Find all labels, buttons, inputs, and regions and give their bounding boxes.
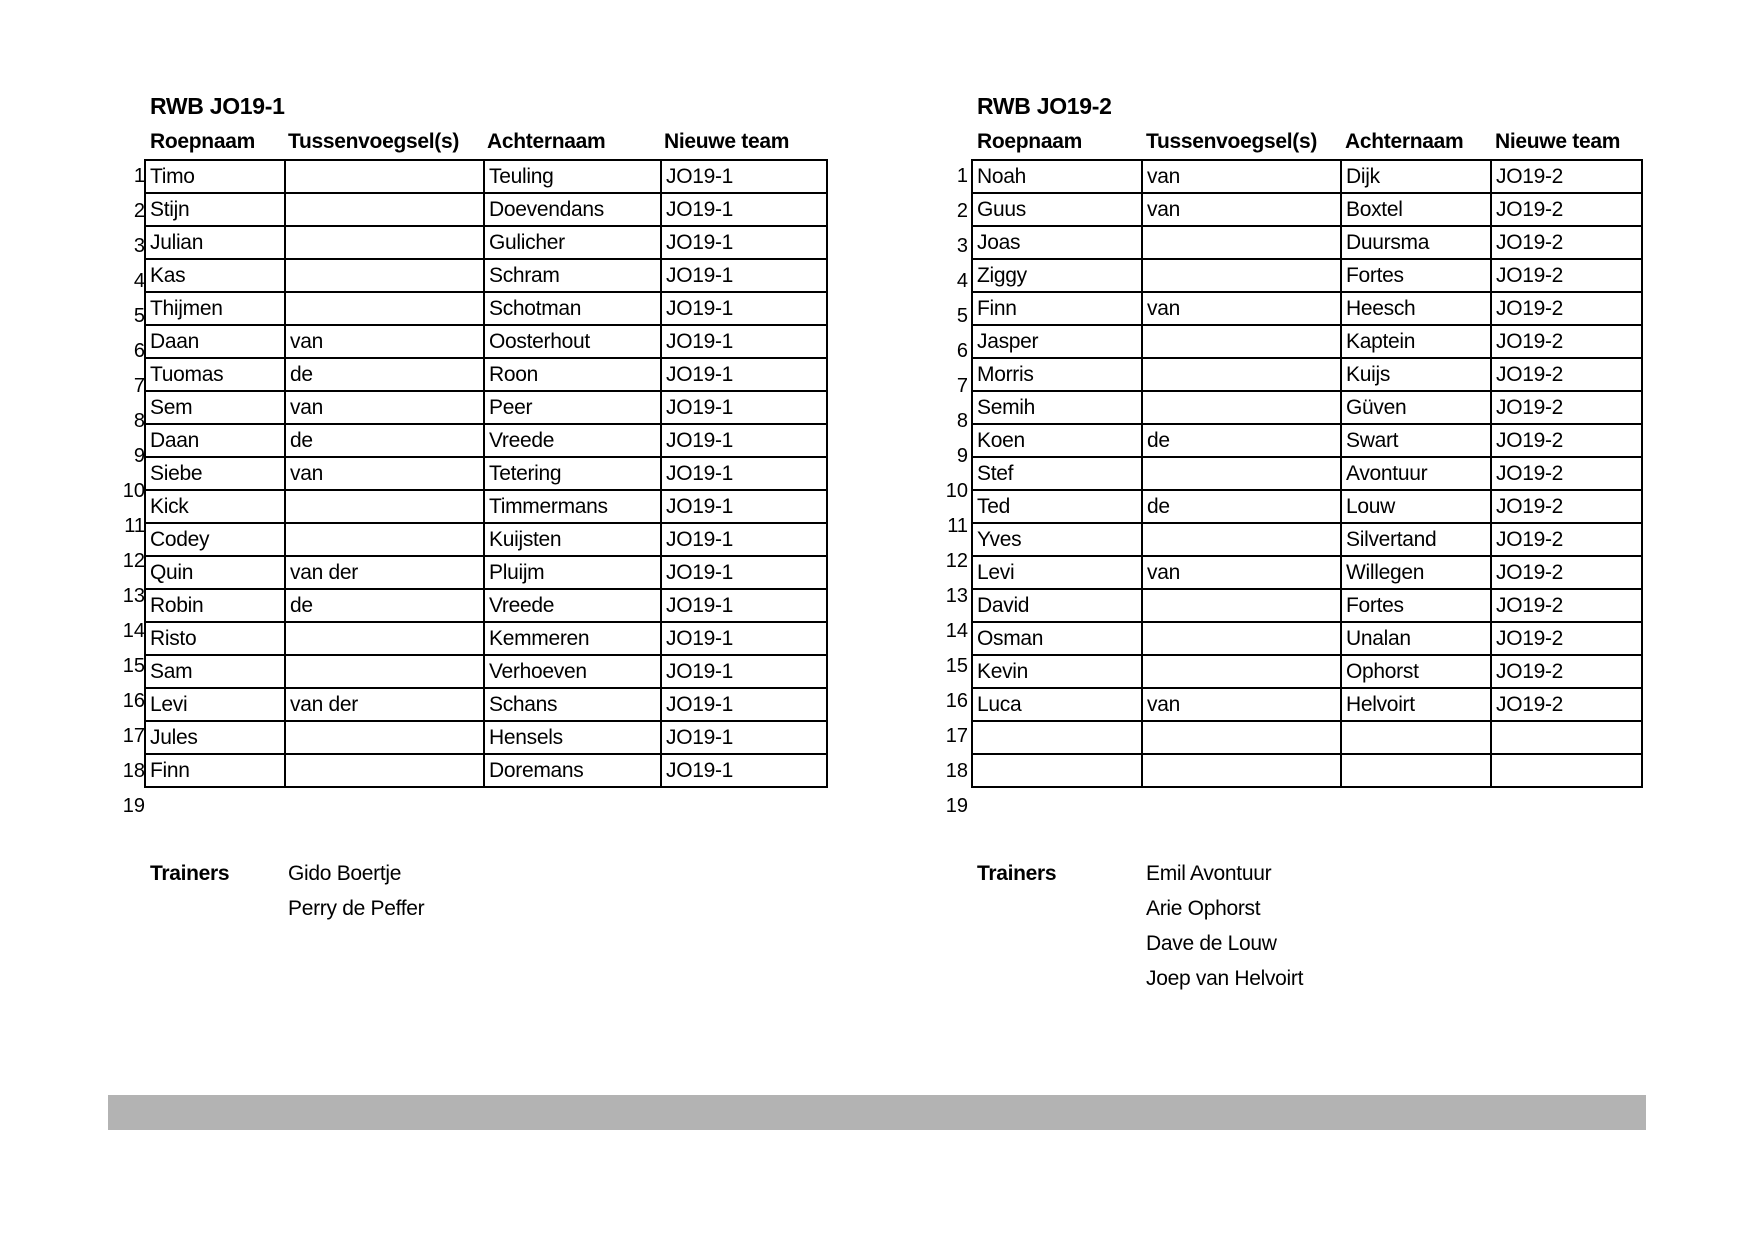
row-number: 5 [133, 305, 145, 327]
cell-tussenvoegsel [1142, 457, 1341, 490]
cell-achternaam: Dijk [1341, 160, 1491, 193]
cell-nieuwe-team: JO19-1 [661, 193, 827, 226]
cell-tussenvoegsel: van [1142, 688, 1341, 721]
cell-achternaam: Kuijsten [484, 523, 661, 556]
cell-nieuwe-team: JO19-1 [661, 556, 827, 589]
row-number: 11 [124, 515, 145, 537]
table-row [145, 325, 827, 358]
cell-roepnaam: Kas [145, 259, 285, 292]
cell-tussenvoegsel [1142, 754, 1341, 787]
cell-nieuwe-team: JO19-2 [1491, 424, 1642, 457]
trainer-list [288, 862, 424, 932]
table-row [972, 622, 1642, 655]
cell-roepnaam: Robin [145, 589, 285, 622]
cell-roepnaam: Stef [972, 457, 1142, 490]
cell-achternaam [1341, 754, 1491, 787]
cell-tussenvoegsel [1142, 226, 1341, 259]
cell-nieuwe-team: JO19-1 [661, 226, 827, 259]
cell-roepnaam: Sem [145, 391, 285, 424]
table-row [145, 655, 827, 688]
row-number: 15 [122, 655, 145, 677]
cell-achternaam: Hensels [484, 721, 661, 754]
cell-nieuwe-team: JO19-2 [1491, 688, 1642, 721]
row-number: 1 [133, 165, 145, 187]
cell-tussenvoegsel [285, 193, 484, 226]
cell-achternaam: Fortes [1341, 589, 1491, 622]
table-row [145, 622, 827, 655]
cell-nieuwe-team: JO19-1 [661, 688, 827, 721]
cell-nieuwe-team: JO19-2 [1491, 655, 1642, 688]
cell-roepnaam: Risto [145, 622, 285, 655]
table-row [145, 556, 827, 589]
table-row [972, 655, 1642, 688]
cell-tussenvoegsel [285, 490, 484, 523]
cell-nieuwe-team: JO19-2 [1491, 556, 1642, 589]
cell-roepnaam: Daan [145, 325, 285, 358]
cell-achternaam: Schram [484, 259, 661, 292]
cell-tussenvoegsel: van [1142, 193, 1341, 226]
header-nieuwe-team: Nieuwe team [664, 130, 790, 153]
cell-tussenvoegsel [285, 292, 484, 325]
cell-roepnaam: Finn [972, 292, 1142, 325]
cell-roepnaam [972, 754, 1142, 787]
trainers-label: Trainers [150, 862, 230, 885]
cell-tussenvoegsel: van [285, 391, 484, 424]
table-row [145, 490, 827, 523]
cell-tussenvoegsel: de [285, 424, 484, 457]
row-number: 10 [122, 480, 145, 502]
cell-tussenvoegsel: de [1142, 490, 1341, 523]
cell-tussenvoegsel [1142, 259, 1341, 292]
table-row [972, 325, 1642, 358]
cell-tussenvoegsel [285, 523, 484, 556]
cell-nieuwe-team: JO19-1 [661, 424, 827, 457]
trainer-name: Perry de Peffer [288, 897, 425, 920]
cell-tussenvoegsel [285, 754, 484, 787]
cell-tussenvoegsel [285, 622, 484, 655]
team-title: RWB JO19-2 [977, 93, 1112, 119]
table-row [145, 259, 827, 292]
cell-achternaam: Vreede [484, 424, 661, 457]
row-number: 6 [956, 340, 968, 362]
row-number: 18 [122, 760, 145, 782]
cell-roepnaam: Julian [145, 226, 285, 259]
cell-roepnaam: Morris [972, 358, 1142, 391]
cell-achternaam: Tetering [484, 457, 661, 490]
cell-achternaam: Silvertand [1341, 523, 1491, 556]
cell-nieuwe-team: JO19-1 [661, 655, 827, 688]
table-row [145, 457, 827, 490]
cell-tussenvoegsel [1142, 325, 1341, 358]
cell-nieuwe-team: JO19-1 [661, 292, 827, 325]
table-row [972, 292, 1642, 325]
cell-tussenvoegsel: van [285, 325, 484, 358]
cell-achternaam: Vreede [484, 589, 661, 622]
row-number: 19 [945, 795, 968, 817]
cell-roepnaam: Quin [145, 556, 285, 589]
cell-nieuwe-team: JO19-1 [661, 457, 827, 490]
cell-roepnaam: Daan [145, 424, 285, 457]
cell-nieuwe-team: JO19-2 [1491, 193, 1642, 226]
row-number: 10 [945, 480, 968, 502]
cell-achternaam: Doremans [484, 754, 661, 787]
trainer-name: Gido Boertje [288, 862, 402, 885]
cell-roepnaam: David [972, 589, 1142, 622]
cell-achternaam: Roon [484, 358, 661, 391]
cell-roepnaam: Kick [145, 490, 285, 523]
cell-tussenvoegsel: van [1142, 292, 1341, 325]
cell-tussenvoegsel [1142, 523, 1341, 556]
cell-achternaam: Kuijs [1341, 358, 1491, 391]
table-row [972, 688, 1642, 721]
row-number: 13 [122, 585, 145, 607]
table-row [972, 721, 1642, 754]
cell-achternaam: Unalan [1341, 622, 1491, 655]
cell-roepnaam: Timo [145, 160, 285, 193]
row-number: 11 [947, 515, 968, 537]
cell-nieuwe-team [1491, 754, 1642, 787]
cell-roepnaam: Siebe [145, 457, 285, 490]
cell-achternaam: Schotman [484, 292, 661, 325]
row-number: 7 [956, 375, 968, 397]
cell-roepnaam: Semih [972, 391, 1142, 424]
cell-roepnaam: Luca [972, 688, 1142, 721]
cell-roepnaam: Osman [972, 622, 1142, 655]
cell-tussenvoegsel: de [285, 358, 484, 391]
cell-achternaam: Swart [1341, 424, 1491, 457]
cell-tussenvoegsel [1142, 589, 1341, 622]
cell-roepnaam: Kevin [972, 655, 1142, 688]
header-achternaam: Achternaam [1345, 130, 1464, 153]
trainer-name: Arie Ophorst [1146, 897, 1261, 920]
cell-roepnaam: Levi [972, 556, 1142, 589]
table-row [972, 754, 1642, 787]
cell-achternaam: Louw [1341, 490, 1491, 523]
cell-roepnaam: Joas [972, 226, 1142, 259]
cell-nieuwe-team: JO19-2 [1491, 391, 1642, 424]
header-roepnaam: Roepnaam [977, 130, 1082, 153]
cell-nieuwe-team: JO19-1 [661, 523, 827, 556]
row-number: 14 [122, 620, 145, 642]
trainer-name: Joep van Helvoirt [1146, 967, 1304, 990]
cell-tussenvoegsel: van der [285, 688, 484, 721]
trainers-label: Trainers [977, 862, 1057, 885]
table-row [145, 226, 827, 259]
cell-tussenvoegsel [1142, 358, 1341, 391]
table-row [972, 259, 1642, 292]
cell-nieuwe-team: JO19-1 [661, 160, 827, 193]
table-row [972, 490, 1642, 523]
cell-tussenvoegsel [285, 160, 484, 193]
row-number: 3 [133, 235, 145, 257]
cell-roepnaam: Stijn [145, 193, 285, 226]
cell-nieuwe-team: JO19-2 [1491, 589, 1642, 622]
row-number: 15 [945, 655, 968, 677]
table-row [145, 721, 827, 754]
row-number: 3 [956, 235, 968, 257]
cell-tussenvoegsel: van [285, 457, 484, 490]
cell-achternaam: Heesch [1341, 292, 1491, 325]
cell-achternaam: Avontuur [1341, 457, 1491, 490]
cell-nieuwe-team: JO19-2 [1491, 160, 1642, 193]
cell-tussenvoegsel: de [285, 589, 484, 622]
cell-nieuwe-team: JO19-2 [1491, 292, 1642, 325]
row-number: 2 [133, 200, 145, 222]
cell-roepnaam: Guus [972, 193, 1142, 226]
cell-roepnaam: Noah [972, 160, 1142, 193]
cell-roepnaam: Sam [145, 655, 285, 688]
cell-nieuwe-team: JO19-1 [661, 622, 827, 655]
cell-roepnaam: Codey [145, 523, 285, 556]
cell-nieuwe-team: JO19-2 [1491, 259, 1642, 292]
cell-roepnaam: Jasper [972, 325, 1142, 358]
cell-nieuwe-team: JO19-2 [1491, 226, 1642, 259]
cell-nieuwe-team: JO19-2 [1491, 358, 1642, 391]
cell-achternaam: Kemmeren [484, 622, 661, 655]
cell-achternaam: Boxtel [1341, 193, 1491, 226]
cell-nieuwe-team: JO19-1 [661, 391, 827, 424]
cell-achternaam: Schans [484, 688, 661, 721]
table-row [145, 688, 827, 721]
cell-tussenvoegsel: van [1142, 556, 1341, 589]
team-title: RWB JO19-1 [150, 93, 285, 119]
table-row [972, 556, 1642, 589]
row-number: 18 [945, 760, 968, 782]
cell-achternaam: Güven [1341, 391, 1491, 424]
table-row [972, 226, 1642, 259]
row-number: 16 [122, 690, 145, 712]
table-row [972, 523, 1642, 556]
cell-roepnaam: Levi [145, 688, 285, 721]
row-number: 7 [133, 375, 145, 397]
table-row [145, 523, 827, 556]
row-number: 2 [956, 200, 968, 222]
cell-roepnaam: Thijmen [145, 292, 285, 325]
row-number: 4 [956, 270, 968, 292]
table-row [145, 193, 827, 226]
header-tussenvoegsel: Tussenvoegsel(s) [1146, 130, 1318, 153]
cell-nieuwe-team: JO19-1 [661, 589, 827, 622]
trainer-list [1146, 862, 1303, 1002]
row-number: 6 [133, 340, 145, 362]
cell-roepnaam: Ted [972, 490, 1142, 523]
row-number: 9 [956, 445, 968, 467]
cell-tussenvoegsel [1142, 655, 1341, 688]
cell-tussenvoegsel: van der [285, 556, 484, 589]
row-number: 8 [956, 410, 968, 432]
cell-tussenvoegsel [1142, 622, 1341, 655]
cell-achternaam: Helvoirt [1341, 688, 1491, 721]
cell-achternaam: Ophorst [1341, 655, 1491, 688]
cell-achternaam [1341, 721, 1491, 754]
cell-tussenvoegsel [285, 226, 484, 259]
cell-achternaam: Duursma [1341, 226, 1491, 259]
cell-roepnaam: Ziggy [972, 259, 1142, 292]
header-tussenvoegsel: Tussenvoegsel(s) [288, 130, 460, 153]
cell-roepnaam: Tuomas [145, 358, 285, 391]
trainer-name: Emil Avontuur [1146, 862, 1272, 885]
cell-achternaam: Teuling [484, 160, 661, 193]
cell-achternaam: Willegen [1341, 556, 1491, 589]
row-number: 8 [133, 410, 145, 432]
table-row [972, 457, 1642, 490]
cell-nieuwe-team [1491, 721, 1642, 754]
cell-tussenvoegsel [1142, 391, 1341, 424]
cell-achternaam: Timmermans [484, 490, 661, 523]
row-number: 4 [133, 270, 145, 292]
cell-roepnaam: Yves [972, 523, 1142, 556]
row-numbers [115, 159, 145, 824]
cell-tussenvoegsel [285, 259, 484, 292]
table-row [972, 193, 1642, 226]
table-row [145, 391, 827, 424]
row-numbers [938, 159, 968, 824]
trainer-name: Dave de Louw [1146, 932, 1277, 955]
cell-achternaam: Doevendans [484, 193, 661, 226]
table-row [145, 424, 827, 457]
cell-nieuwe-team: JO19-1 [661, 721, 827, 754]
header-roepnaam: Roepnaam [150, 130, 255, 153]
cell-roepnaam: Jules [145, 721, 285, 754]
cell-nieuwe-team: JO19-2 [1491, 325, 1642, 358]
cell-achternaam: Pluijm [484, 556, 661, 589]
cell-nieuwe-team: JO19-1 [661, 490, 827, 523]
cell-roepnaam: Finn [145, 754, 285, 787]
row-number: 16 [945, 690, 968, 712]
footer-bar [108, 1095, 1646, 1130]
cell-tussenvoegsel [1142, 721, 1341, 754]
row-number: 19 [122, 795, 145, 817]
table-row [972, 424, 1642, 457]
cell-roepnaam: Koen [972, 424, 1142, 457]
row-number: 9 [133, 445, 145, 467]
player-table [144, 159, 828, 788]
cell-nieuwe-team: JO19-1 [661, 325, 827, 358]
table-row [972, 160, 1642, 193]
cell-achternaam: Kaptein [1341, 325, 1491, 358]
cell-achternaam: Gulicher [484, 226, 661, 259]
cell-achternaam: Peer [484, 391, 661, 424]
row-number: 17 [122, 725, 145, 747]
row-number: 1 [956, 165, 968, 187]
cell-nieuwe-team: JO19-1 [661, 754, 827, 787]
cell-nieuwe-team: JO19-1 [661, 358, 827, 391]
table-row [145, 358, 827, 391]
cell-nieuwe-team: JO19-1 [661, 259, 827, 292]
row-number: 13 [945, 585, 968, 607]
header-achternaam: Achternaam [487, 130, 606, 153]
row-number: 5 [956, 305, 968, 327]
cell-nieuwe-team: JO19-2 [1491, 622, 1642, 655]
cell-tussenvoegsel [285, 655, 484, 688]
cell-nieuwe-team: JO19-2 [1491, 490, 1642, 523]
table-row [972, 589, 1642, 622]
cell-tussenvoegsel: de [1142, 424, 1341, 457]
table-row [972, 358, 1642, 391]
header-nieuwe-team: Nieuwe team [1495, 130, 1621, 153]
table-row [145, 589, 827, 622]
table-row [972, 391, 1642, 424]
cell-achternaam: Oosterhout [484, 325, 661, 358]
cell-achternaam: Verhoeven [484, 655, 661, 688]
cell-nieuwe-team: JO19-2 [1491, 457, 1642, 490]
cell-achternaam: Fortes [1341, 259, 1491, 292]
row-number: 14 [945, 620, 968, 642]
table-row [145, 754, 827, 787]
row-number: 12 [122, 550, 145, 572]
row-number: 12 [945, 550, 968, 572]
player-table [971, 159, 1643, 788]
cell-roepnaam [972, 721, 1142, 754]
cell-nieuwe-team: JO19-2 [1491, 523, 1642, 556]
table-row [145, 160, 827, 193]
table-row [145, 292, 827, 325]
cell-tussenvoegsel: van [1142, 160, 1341, 193]
cell-tussenvoegsel [285, 721, 484, 754]
row-number: 17 [945, 725, 968, 747]
